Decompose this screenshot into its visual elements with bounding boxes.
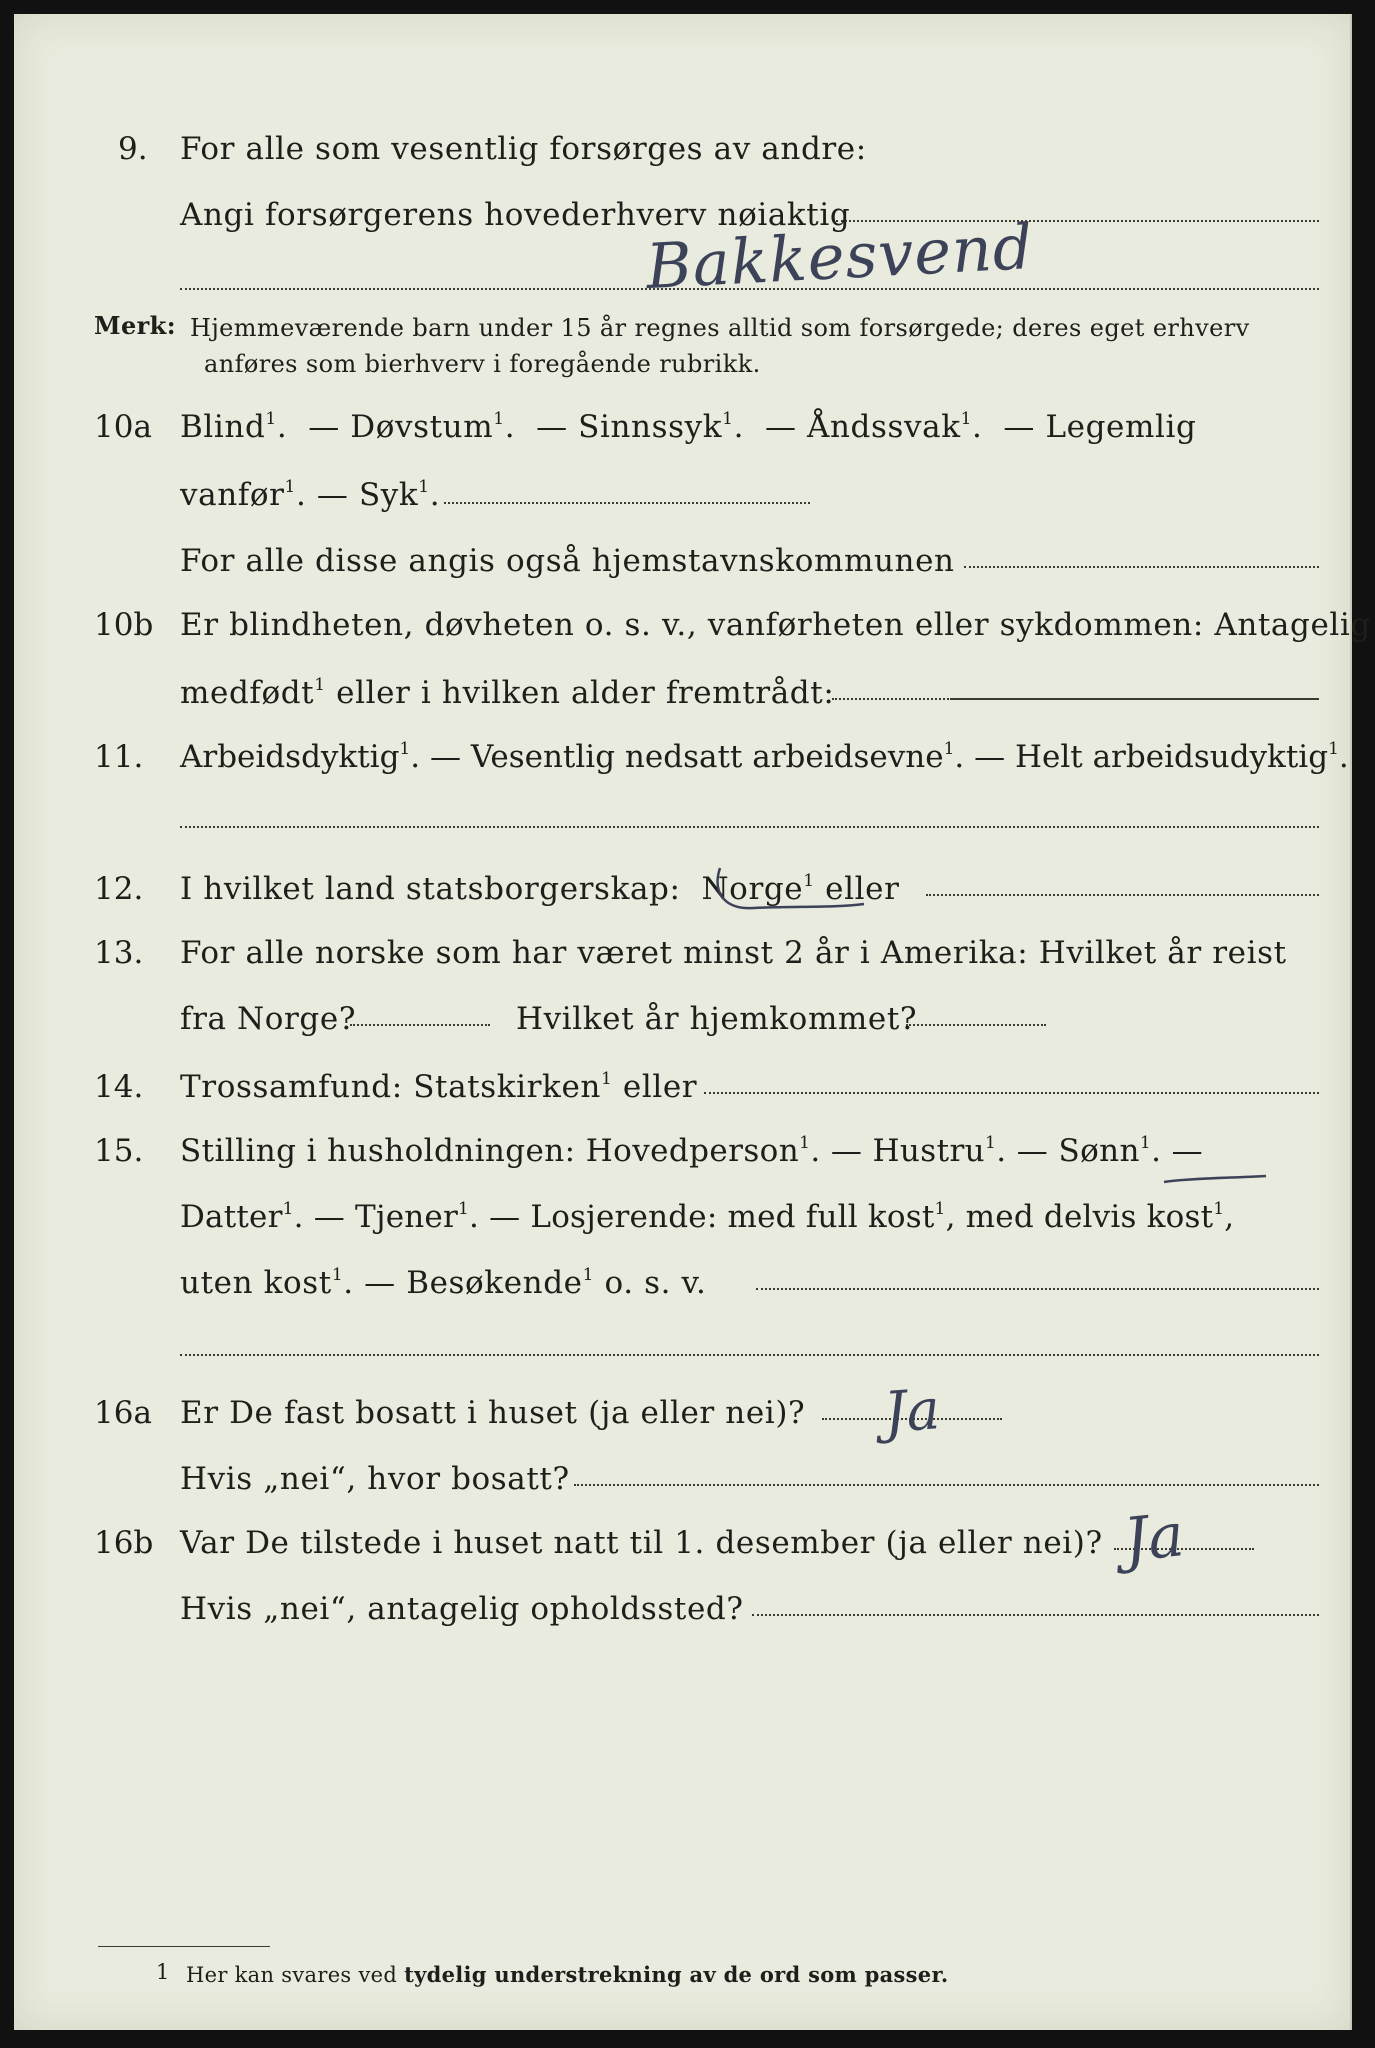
q16a-answer-line-2 xyxy=(574,1484,1319,1486)
q9-handwritten-answer: Bakkesvend xyxy=(644,209,1036,304)
option-andssvak: — Åndssvak xyxy=(764,409,961,445)
q16a-line2: Hvis „nei“, hvor bosatt? xyxy=(180,1461,570,1497)
q10a-line1: Blind$^1$. — Døvstum$^1$. — Sinnssyk$^1$. — Åndssvak$^1$. — Legemlig xyxy=(180,409,1197,445)
q10a-line2: vanfør$^1$. — Syk$^1$. xyxy=(180,477,441,513)
q13-number: 13. xyxy=(94,935,144,971)
q10b-line1: Er blindheten, døvheten o. s. v., vanførheten eller sykdommen: Antagelig xyxy=(180,607,1371,643)
q16b-line1: Var De tilstede i huset natt til 1. desember (ja eller nei)? xyxy=(180,1525,1103,1561)
option-vanfor: vanfør xyxy=(180,477,285,513)
merk-label: Merk: xyxy=(94,311,176,340)
q14-answer-line xyxy=(704,1092,1319,1094)
q13-line2a: fra Norge? xyxy=(180,1001,357,1037)
option-norge: Norge xyxy=(701,871,804,907)
census-form-page xyxy=(14,14,1371,2030)
q9-number: 9. xyxy=(118,131,148,167)
q10b-answer-line xyxy=(952,698,1319,700)
norge-underline-mark xyxy=(714,862,874,922)
q11-number: 11. xyxy=(94,739,144,775)
footnote-mark: 1 xyxy=(156,1960,170,1984)
footnote-rule xyxy=(98,1946,270,1947)
q10a-line3: For alle disse angis også hjemstavnskommunen xyxy=(180,543,955,579)
q14-line: Trossamfund: Statskirken$^1$ eller xyxy=(180,1069,698,1105)
option-legemlig: — Legemlig xyxy=(1003,409,1197,445)
footnote-text: Her kan svares ved tydelig understrekning av de ord som passer. xyxy=(186,1962,949,1987)
option-dovstum: — Døvstum xyxy=(308,409,494,445)
q16a-handwritten-answer: Ja xyxy=(881,1377,943,1446)
q12-line: I hvilket land statsborgerskap: Norge$^1$ eller xyxy=(180,871,900,907)
q15-line1: Stilling i husholdningen: Hovedperson$^1$. — Hustru$^1$. — Sønn$^1$. — xyxy=(180,1133,1204,1169)
q13-line2b: Hvilket år hjemkommet? xyxy=(516,1001,918,1037)
q10b-answer-dots xyxy=(832,698,952,700)
q15-line2: Datter$^1$. — Tjener$^1$. — Losjerende: med full kost$^1$, med delvis kost$^1$, xyxy=(180,1199,1235,1235)
q16b-line2: Hvis „nei“, antagelig opholdssted? xyxy=(180,1591,744,1627)
q16a-line1: Er De fast bosatt i huset (ja eller nei)? xyxy=(180,1395,806,1431)
q12-number: 12. xyxy=(94,871,144,907)
q15-line3: uten kost$^1$. — Besøkende$^1$ o. s. v. xyxy=(180,1265,707,1301)
merk-line2: anføres som bierhverv i foregående rubrikk. xyxy=(204,350,761,378)
option-blind: Blind xyxy=(180,409,266,445)
option-syk: — Syk xyxy=(316,477,419,513)
merk-line1: Hjemmeværende barn under 15 år regnes alltid som forsørgede; deres eget erhverv xyxy=(190,314,1250,342)
q13-answer-line-1 xyxy=(350,1024,490,1026)
q12-answer-line xyxy=(926,894,1319,896)
q16b-handwritten-answer: Ja xyxy=(1120,1500,1188,1576)
q15-answer-line-2 xyxy=(180,1354,1319,1356)
q9-line2: Angi forsørgerens hovederhverv nøiaktig xyxy=(180,197,851,233)
q10a-answer-line-1 xyxy=(444,502,810,504)
option-sinnssyk: — Sinnssyk xyxy=(536,409,723,445)
q11-line: Arbeidsdyktig$^1$. — Vesentlig nedsatt arbeidsevne$^1$. — Helt arbeidsudyktig$^1$. xyxy=(180,739,1349,775)
sonn-underline-mark xyxy=(1162,1170,1272,1190)
q9-line1: For alle som vesentlig forsørges av andre: xyxy=(180,131,867,167)
q13-answer-line-2 xyxy=(906,1024,1046,1026)
q14-number: 14. xyxy=(94,1069,144,1105)
q10b-number: 10b xyxy=(94,607,154,643)
page-edge xyxy=(1350,14,1352,2030)
q13-line1: For alle norske som har været minst 2 år i Amerika: Hvilket år reist xyxy=(180,935,1287,971)
q11-answer-line xyxy=(180,826,1319,828)
q10b-line2: medfødt$^1$ eller i hvilken alder fremtrådt: xyxy=(180,675,835,711)
q10a-number: 10a xyxy=(94,409,152,445)
q10a-answer-line-2 xyxy=(964,566,1319,568)
q16b-number: 16b xyxy=(94,1525,154,1561)
q15-number: 15. xyxy=(94,1133,144,1169)
q16a-number: 16a xyxy=(94,1395,152,1431)
q15-answer-line-1 xyxy=(756,1288,1319,1290)
q16b-answer-line-2 xyxy=(752,1614,1319,1616)
